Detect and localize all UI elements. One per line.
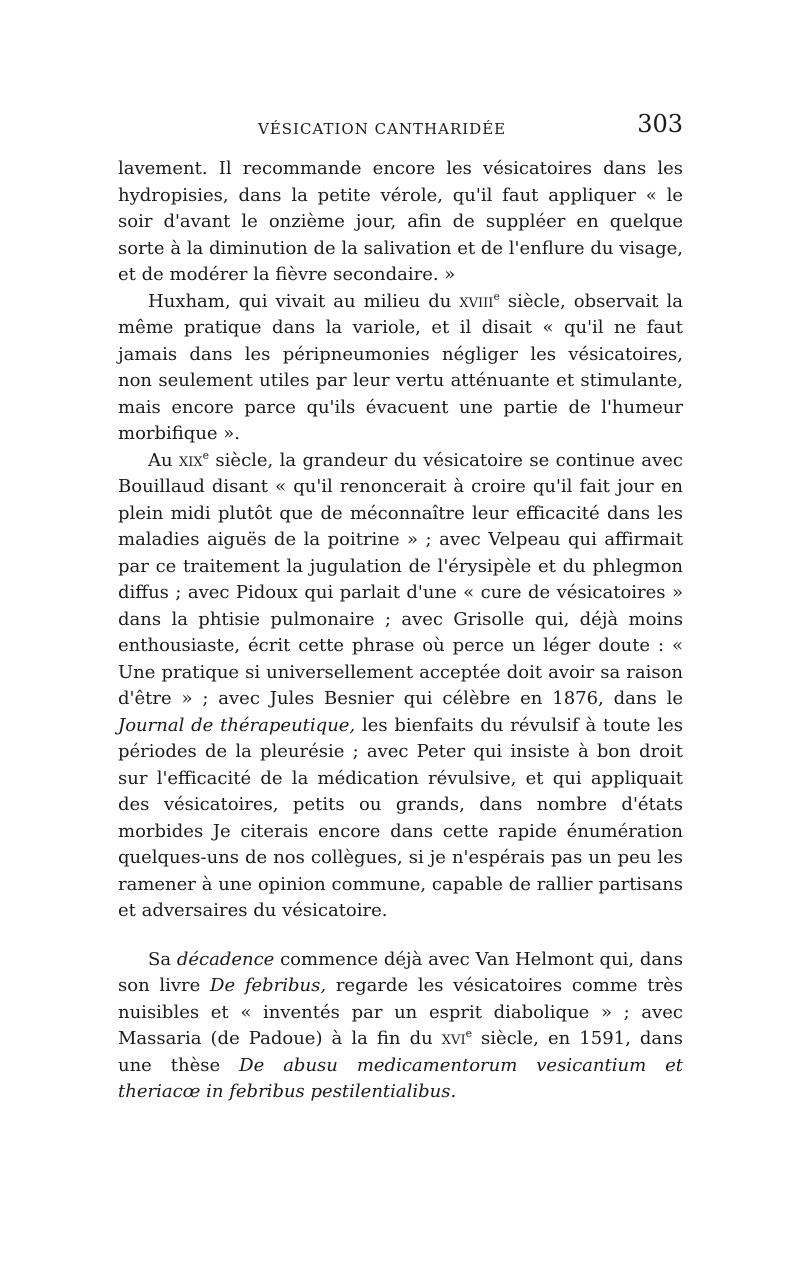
thesis-title: De abusu medicamentorum vesicantium et theriacœ in febribus pestilentialibus. [118,1054,683,1102]
paragraph-4-part-a: Sa [148,948,177,970]
century-superscript: e [493,289,500,303]
paragraph-3 [118,448,683,925]
body-text [118,156,683,1106]
paragraph-3-part-b: siècle, la grandeur du vésicatoire se continue avec Bouillaud disant « qu'il renoncerait à croire qu'il fait jour en plein midi plutôt que de méconnaître leur efficacité dans les maladies aiguës de la poitrine » ; avec Velpeau qui affirmait par ce traitement la jugulation de l'érysipèle et du phlegmon diffus ; avec Pidoux qui parlait d'une « cure de vésicatoires » dans la phtisie pulmonaire ; avec Grisolle qui, déjà moins enthousiaste, écrit cette phrase où perce un léger doute : « Une pratique si universellement acceptée doit avoir sa raison d'être » ; avec Jules Besnier qui célèbre en 1876, dans le [118,449,683,709]
paragraph-3-part-a: Au [148,449,179,471]
running-title: VÉSICATION CANTHARIDÉE [258,120,507,138]
book-title-de-febribus: De febribus, [210,975,327,996]
paragraph-4 [118,947,683,1106]
paragraph-1 [118,156,683,289]
decadence-word: décadence [176,948,275,970]
century-numeral: xviii [459,290,494,312]
paragraph-2-part-b: siècle, observait la même pratique dans la variole, et il disait « qu'il ne faut jamais dans les péripneumonies négliger les vésicatoires, non seulement utiles par leur vertu atténuante et stimulante, mais encore parce qu'ils évacuent une partie de l'humeur morbifique ». [118,290,683,444]
paragraph-3-part-c: les bienfaits du révulsif à toute les périodes de la pleurésie ; avec Peter qui insiste à bon droit sur l'efficacité de la médication révulsive, et qui appliquait des vésicatoires, petits ou grands, dans nombre d'états morbides Je citerais encore dans cette rapide énumération quelques-uns de nos collègues, si je n'espérais pas un peu les ramener à une opinion commune, capable de rallier partisans et adversaires du vésicatoire. [118,714,683,921]
book-page [118,110,683,1106]
century-superscript: e [202,448,210,462]
journal-title: Journal de thérapeutique, [118,714,356,736]
century-superscript: e [465,1027,472,1040]
page-header [118,110,683,144]
century-numeral: xvi [441,1028,466,1049]
paragraph-4-part-d: siècle, en 1591, dans une thèse [118,1028,683,1076]
paragraph-2 [118,289,683,448]
paragraph-4-part-b: commence déjà avec Van Helmont qui, dans son livre [118,948,683,996]
century-numeral: xix [178,449,203,471]
paragraph-4-part-c: regarde les vésicatoires comme très nuisibles et « inventés par un esprit diabolique » ; avec Massaria (de Padoue) à la fin du [118,975,683,1049]
paragraph-1-text: lavement. Il recommande encore les vésicatoires dans les hydropisies, dans la petite vérole, qu'il faut appliquer « le soir d'avant le onzième jour, afin de suppléer en quelque sorte à la diminution de la salivation et de l'enflure du visage, et de modérer la fièvre secondaire. » [118,158,683,285]
paragraph-2-part-a: Huxham, qui vivait au milieu du [148,290,460,312]
page-number: 303 [637,110,683,138]
